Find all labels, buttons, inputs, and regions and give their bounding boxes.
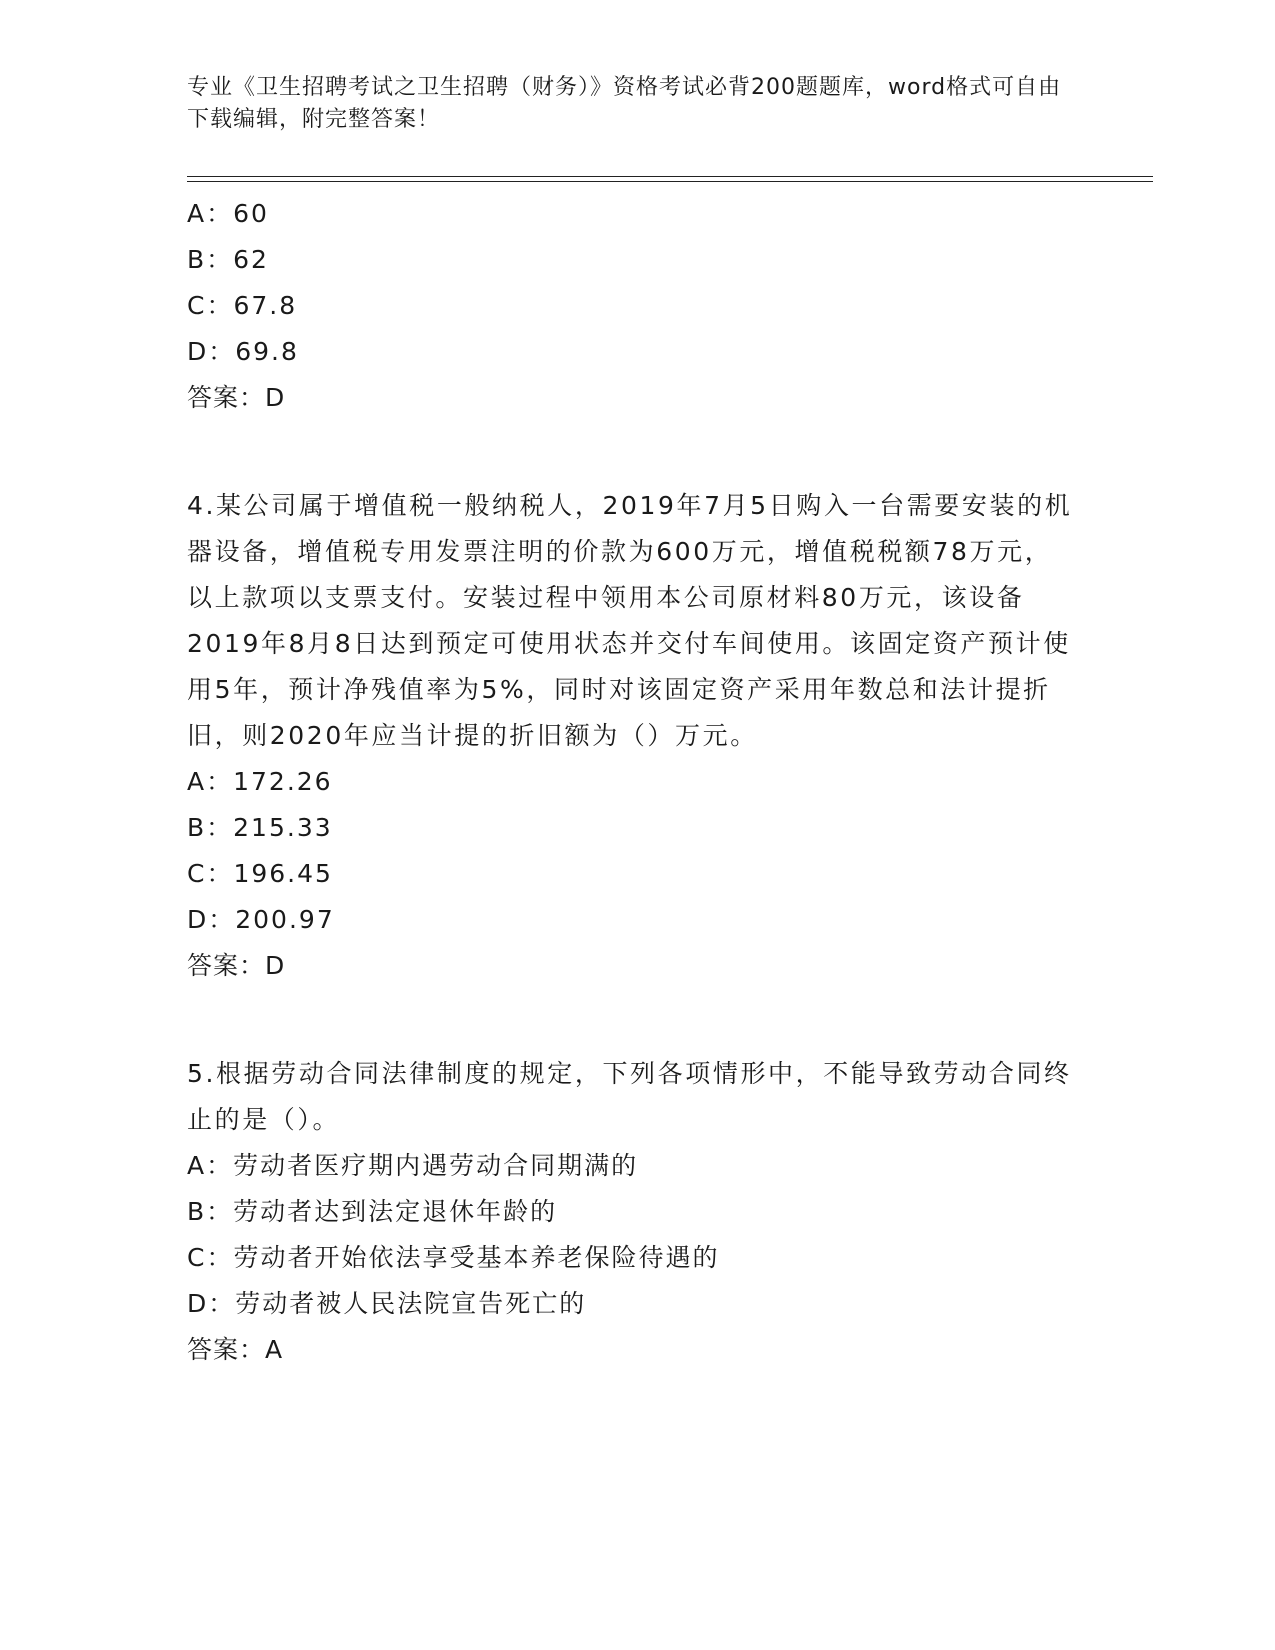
answer-line: 答案：D <box>187 951 286 980</box>
header-divider-top <box>187 176 1153 177</box>
option-d: D：劳动者被人民法院宣告死亡的 <box>187 1289 587 1318</box>
question-text: 4.某公司属于增值税一般纳税人，2019年7月5日购入一台需要安装的机器设备，增值税专用发票注明的价款为600万元，增值税税额78万元，以上款项以支票支付。安装过程中领用本公司原材料80万元，该设备2019年8月8日达到预定可使用状态并交付车间使用。该固定资产预计使用5年，预计净残值率为5%，同时对该固定资产采用年数总和法计提折旧，则2020年应当计提的折旧额为（）万元。 <box>187 491 1073 750</box>
document-header: 专业《卫生招聘考试之卫生招聘（财务）》资格考试必背200题题库，word格式可自由下载编辑，附完整答案！ <box>187 75 1062 132</box>
option-b: B：劳动者达到法定退休年龄的 <box>187 1197 558 1226</box>
answer-line: 答案：D <box>187 383 286 412</box>
option-a: A：劳动者医疗期内遇劳动合同期满的 <box>187 1151 639 1180</box>
question-3-block <box>187 191 1087 421</box>
option-a: A：60 <box>187 199 269 228</box>
header-divider-bottom <box>187 181 1153 182</box>
question-4-block <box>187 483 1087 989</box>
option-d: D：200.97 <box>187 905 335 934</box>
option-c: C：196.45 <box>187 859 333 888</box>
option-c: C：67.8 <box>187 291 298 320</box>
option-d: D：69.8 <box>187 337 299 366</box>
question-text: 5.根据劳动合同法律制度的规定，下列各项情形中，不能导致劳动合同终止的是（）。 <box>187 1059 1072 1134</box>
answer-line: 答案：A <box>187 1335 284 1364</box>
question-5-block <box>187 1051 1087 1373</box>
question-content <box>187 191 1087 1373</box>
option-b: B：62 <box>187 245 269 274</box>
option-a: A：172.26 <box>187 767 333 796</box>
option-c: C：劳动者开始依法享受基本养老保险待遇的 <box>187 1243 720 1272</box>
option-b: B：215.33 <box>187 813 333 842</box>
